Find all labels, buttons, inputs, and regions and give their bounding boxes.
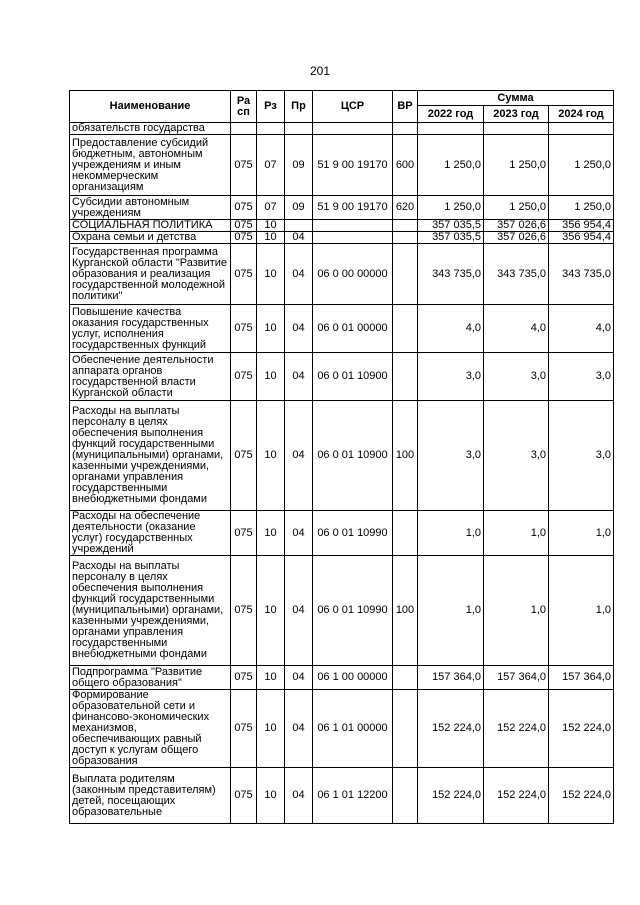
table-cell-vr: 600 bbox=[393, 135, 418, 196]
table-cell-rasp: 075 bbox=[231, 768, 257, 824]
table-cell-csr: 06 0 01 00000 bbox=[313, 305, 393, 353]
table-cell-rz: 10 bbox=[257, 666, 285, 690]
table-cell-2023: 3,0 bbox=[484, 353, 549, 401]
table-cell-csr: 06 0 01 10900 bbox=[313, 353, 393, 401]
table-cell-2022: 152 224,0 bbox=[418, 690, 484, 768]
table-row bbox=[70, 666, 614, 690]
table-cell-name: Формирование образовательной сети и финансово-экономических механизмов, обеспечивающих равный доступ к услугам общего образования bbox=[70, 690, 231, 768]
table-cell-2024: 1 250,0 bbox=[549, 135, 614, 196]
table-cell-vr bbox=[393, 244, 418, 305]
table-cell-2024: 4,0 bbox=[549, 305, 614, 353]
table-cell-2023: 1,0 bbox=[484, 511, 549, 556]
table-cell-name: Субсидии автономным учреждениям bbox=[70, 196, 231, 220]
table-row bbox=[70, 244, 614, 305]
table-cell-csr: 51 9 00 19170 bbox=[313, 135, 393, 196]
table-cell-csr bbox=[313, 123, 393, 135]
col-header-sum: Сумма bbox=[418, 91, 614, 106]
col-header-2024: 2024 год bbox=[549, 106, 614, 123]
col-header-csr: ЦСР bbox=[313, 91, 393, 123]
table-cell-vr: 100 bbox=[393, 401, 418, 511]
table-cell-rasp: 075 bbox=[231, 690, 257, 768]
table-cell-vr bbox=[393, 690, 418, 768]
table-cell-2023: 4,0 bbox=[484, 305, 549, 353]
table-cell-rz: 10 bbox=[257, 305, 285, 353]
table-cell-rz: 10 bbox=[257, 511, 285, 556]
table-cell-vr bbox=[393, 511, 418, 556]
table-cell-2024: 1 250,0 bbox=[549, 196, 614, 220]
table-row bbox=[70, 220, 614, 232]
table-cell-2022: 1 250,0 bbox=[418, 135, 484, 196]
table-cell-rz: 10 bbox=[257, 220, 285, 232]
table-row bbox=[70, 305, 614, 353]
table-cell-2022: 1 250,0 bbox=[418, 196, 484, 220]
table-cell-vr bbox=[393, 666, 418, 690]
table-cell-2022: 357 035,5 bbox=[418, 232, 484, 244]
table-cell-2023: 1,0 bbox=[484, 556, 549, 666]
table-cell-rasp: 075 bbox=[231, 556, 257, 666]
table-cell-name: Расходы на обеспечение деятельности (оказание услуг) государственных учреждений bbox=[70, 511, 231, 556]
table-cell-name: обязательств государства bbox=[70, 123, 231, 135]
table-cell-2022: 152 224,0 bbox=[418, 768, 484, 824]
budget-table bbox=[69, 90, 614, 824]
table-body bbox=[70, 123, 614, 824]
table-cell-2023: 1 250,0 bbox=[484, 196, 549, 220]
table-cell-2022: 343 735,0 bbox=[418, 244, 484, 305]
table-cell-rz: 07 bbox=[257, 196, 285, 220]
table-cell-csr: 06 1 01 12200 bbox=[313, 768, 393, 824]
table-cell-csr bbox=[313, 220, 393, 232]
table-cell-2023: 152 224,0 bbox=[484, 768, 549, 824]
table-cell-2024: 157 364,0 bbox=[549, 666, 614, 690]
table-row bbox=[70, 123, 614, 135]
table-cell-2024: 3,0 bbox=[549, 353, 614, 401]
table-cell-pr: 04 bbox=[285, 305, 313, 353]
table-cell-rasp: 075 bbox=[231, 511, 257, 556]
table-cell-name: Повышение качества оказания государственных услуг, исполнения государственных функций bbox=[70, 305, 231, 353]
table-cell-rasp: 075 bbox=[231, 666, 257, 690]
col-header-name: Наименование bbox=[70, 91, 231, 123]
table-cell-2022: 1,0 bbox=[418, 556, 484, 666]
table-cell-rasp bbox=[231, 123, 257, 135]
table-cell-pr: 04 bbox=[285, 690, 313, 768]
table-cell-vr: 100 bbox=[393, 556, 418, 666]
table-cell-2024: 3,0 bbox=[549, 401, 614, 511]
table-cell-pr: 04 bbox=[285, 511, 313, 556]
table-cell-pr: 04 bbox=[285, 244, 313, 305]
table-cell-name: Подпрограмма "Развитие общего образования" bbox=[70, 666, 231, 690]
col-header-2022: 2022 год bbox=[418, 106, 484, 123]
table-cell-vr bbox=[393, 232, 418, 244]
table-cell-rz: 10 bbox=[257, 401, 285, 511]
table-cell-2022: 3,0 bbox=[418, 353, 484, 401]
table-cell-name: Обеспечение деятельности аппарата органов государственной власти Курганской области bbox=[70, 353, 231, 401]
table-cell-2024: 356 954,4 bbox=[549, 220, 614, 232]
table-cell-vr bbox=[393, 220, 418, 232]
table-cell-csr: 06 0 01 10990 bbox=[313, 511, 393, 556]
table-cell-rasp: 075 bbox=[231, 232, 257, 244]
table-cell-csr: 06 0 00 00000 bbox=[313, 244, 393, 305]
table-cell-vr bbox=[393, 768, 418, 824]
table-cell-rasp: 075 bbox=[231, 135, 257, 196]
table-cell-csr: 06 1 01 00000 bbox=[313, 690, 393, 768]
table-cell-name: Выплата родителям (законным представителям) детей, посещающих образовательные bbox=[70, 768, 231, 824]
table-cell-rasp: 075 bbox=[231, 220, 257, 232]
table-cell-2024: 1,0 bbox=[549, 511, 614, 556]
table-cell-name: СОЦИАЛЬНАЯ ПОЛИТИКА bbox=[70, 220, 231, 232]
table-cell-pr bbox=[285, 123, 313, 135]
table-cell-2024: 356 954,4 bbox=[549, 232, 614, 244]
table-cell-pr: 04 bbox=[285, 666, 313, 690]
table-row bbox=[70, 556, 614, 666]
table-row bbox=[70, 768, 614, 824]
table-cell-rz: 10 bbox=[257, 353, 285, 401]
table-cell-2023: 343 735,0 bbox=[484, 244, 549, 305]
table-cell-2022: 357 035,5 bbox=[418, 220, 484, 232]
table-cell-pr: 04 bbox=[285, 232, 313, 244]
table-cell-rz: 10 bbox=[257, 768, 285, 824]
table-cell-csr bbox=[313, 232, 393, 244]
col-header-pr: Пр bbox=[285, 91, 313, 123]
col-header-rasp: Ра сп bbox=[231, 91, 257, 123]
table-cell-pr: 09 bbox=[285, 196, 313, 220]
table-cell-name: Расходы на выплаты персоналу в целях обеспечения выполнения функций государственными (муниципальными) органами, казенными учреждениями, органами управления государственными внебюджетными фондами bbox=[70, 401, 231, 511]
table-cell-name: Предоставление субсидий бюджетным, автономным учреждениям и иным некоммерческим организациям bbox=[70, 135, 231, 196]
table-cell-rasp: 075 bbox=[231, 401, 257, 511]
table-cell-pr: 04 bbox=[285, 556, 313, 666]
table-cell-2023: 157 364,0 bbox=[484, 666, 549, 690]
table-cell-2023: 1 250,0 bbox=[484, 135, 549, 196]
table-cell-vr: 620 bbox=[393, 196, 418, 220]
col-header-vr: ВР bbox=[393, 91, 418, 123]
table-cell-2022: 3,0 bbox=[418, 401, 484, 511]
table-cell-pr: 04 bbox=[285, 401, 313, 511]
table-cell-csr: 06 1 00 00000 bbox=[313, 666, 393, 690]
table-cell-rasp: 075 bbox=[231, 353, 257, 401]
table-cell-name: Охрана семьи и детства bbox=[70, 232, 231, 244]
table-cell-vr bbox=[393, 305, 418, 353]
table-cell-2023: 357 026,6 bbox=[484, 220, 549, 232]
table-row bbox=[70, 232, 614, 244]
table-cell-rz: 10 bbox=[257, 690, 285, 768]
table-cell-2024: 152 224,0 bbox=[549, 768, 614, 824]
col-header-2023: 2023 год bbox=[484, 106, 549, 123]
table-cell-csr: 06 0 01 10990 bbox=[313, 556, 393, 666]
table-cell-2022: 1,0 bbox=[418, 511, 484, 556]
table-cell-rz: 10 bbox=[257, 556, 285, 666]
table-cell-2023: 357 026,6 bbox=[484, 232, 549, 244]
table-row bbox=[70, 690, 614, 768]
table-row bbox=[70, 511, 614, 556]
table-row bbox=[70, 135, 614, 196]
table-cell-name: Расходы на выплаты персоналу в целях обеспечения выполнения функций государственными (муниципальными) органами, казенными учреждениями, органами управления государственными внебюджетными фондами bbox=[70, 556, 231, 666]
table-cell-2022: 157 364,0 bbox=[418, 666, 484, 690]
table-cell-rasp: 075 bbox=[231, 244, 257, 305]
table-cell-rz: 07 bbox=[257, 135, 285, 196]
table-cell-2024: 343 735,0 bbox=[549, 244, 614, 305]
table-cell-pr: 04 bbox=[285, 768, 313, 824]
table-cell-vr bbox=[393, 353, 418, 401]
table-row bbox=[70, 401, 614, 511]
table-cell-2023: 152 224,0 bbox=[484, 690, 549, 768]
table-cell-pr bbox=[285, 220, 313, 232]
table-row bbox=[70, 196, 614, 220]
table-cell-name: Государственная программа Курганской области "Развитие образования и реализация государственной молодежной политики" bbox=[70, 244, 231, 305]
table-cell-csr: 06 0 01 10900 bbox=[313, 401, 393, 511]
table-cell-rz: 10 bbox=[257, 232, 285, 244]
table-cell-2023 bbox=[484, 123, 549, 135]
table-cell-rz: 10 bbox=[257, 244, 285, 305]
table-cell-2023: 3,0 bbox=[484, 401, 549, 511]
table-cell-rasp: 075 bbox=[231, 196, 257, 220]
table-cell-pr: 04 bbox=[285, 353, 313, 401]
table-cell-2022 bbox=[418, 123, 484, 135]
table-row bbox=[70, 353, 614, 401]
table-cell-2024: 1,0 bbox=[549, 556, 614, 666]
table-cell-vr bbox=[393, 123, 418, 135]
table-cell-rz bbox=[257, 123, 285, 135]
table-cell-csr: 51 9 00 19170 bbox=[313, 196, 393, 220]
table-cell-2022: 4,0 bbox=[418, 305, 484, 353]
table-cell-pr: 09 bbox=[285, 135, 313, 196]
page-number: 201 bbox=[309, 64, 331, 78]
col-header-rz: Рз bbox=[257, 91, 285, 123]
table-cell-rasp: 075 bbox=[231, 305, 257, 353]
table-cell-2024 bbox=[549, 123, 614, 135]
table-cell-2024: 152 224,0 bbox=[549, 690, 614, 768]
